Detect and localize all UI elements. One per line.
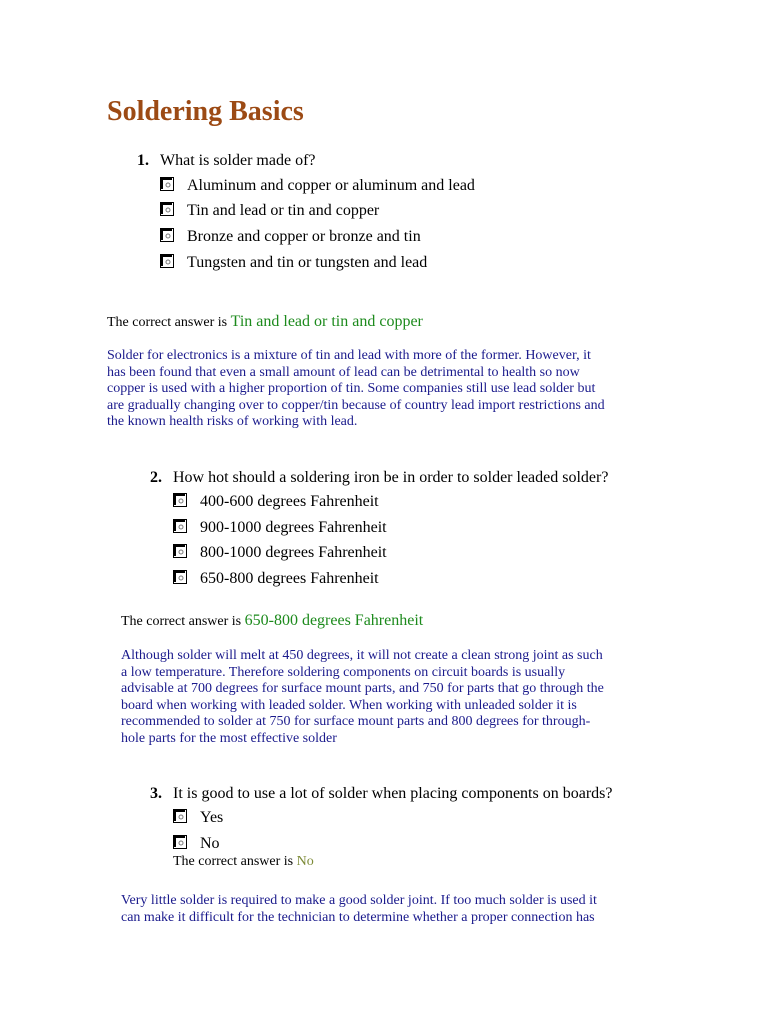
explanation-line: board when working with leaded solder. When working with unleaded solder it is xyxy=(121,697,577,713)
option-label: 800-1000 degrees Fahrenheit xyxy=(200,544,387,561)
radio-button-icon[interactable] xyxy=(173,493,187,507)
question-1 xyxy=(137,151,316,171)
explanation-line: are gradually changing over to copper/tin because of country lead import restrictions and xyxy=(107,397,605,413)
explanation-line: copper is used with a higher proportion of tin. Some companies still use lead solder but xyxy=(107,381,596,396)
explanation-line: Solder for electronics is a mixture of tin and lead with more of the former. However, it xyxy=(107,348,591,363)
option-label: 900-1000 degrees Fahrenheit xyxy=(200,519,387,536)
option-label: 400-600 degrees Fahrenheit xyxy=(200,493,379,510)
page-title: Soldering Basics xyxy=(107,96,304,127)
radio-button-icon[interactable] xyxy=(173,809,187,823)
correct-answer-2 xyxy=(121,611,423,632)
radio-button-icon[interactable] xyxy=(160,254,174,268)
radio-button-icon[interactable] xyxy=(160,177,174,191)
option-label: Tin and lead or tin and copper xyxy=(187,202,380,219)
answer-value: No xyxy=(296,854,314,869)
option-label: Bronze and copper or bronze and tin xyxy=(187,228,421,245)
answer-prefix: The correct answer is xyxy=(107,315,228,330)
radio-button-icon[interactable] xyxy=(173,570,187,584)
explanation-line: Very little solder is required to make a good solder joint. If too much solder is used it xyxy=(121,893,597,908)
question-text: What is solder made of? xyxy=(160,152,316,169)
explanation-line: a low temperature. Therefore soldering components on circuit boards is usually xyxy=(121,664,566,680)
radio-button-icon[interactable] xyxy=(160,202,174,216)
explanation-3 xyxy=(121,893,597,926)
answer-prefix: The correct answer is xyxy=(173,854,294,869)
correct-answer-1 xyxy=(107,312,423,333)
answer-value: 650-800 degrees Fahrenheit xyxy=(244,612,424,629)
explanation-line: hole parts for the most effective solder xyxy=(121,730,337,746)
question-number: 3. xyxy=(150,785,162,802)
question-2 xyxy=(150,468,608,488)
question-number: 2. xyxy=(150,469,162,486)
explanation-line: recommended to solder at 750 for surface mount parts and 800 degrees for through- xyxy=(121,714,591,729)
correct-answer-3 xyxy=(173,852,314,872)
option-label: Tungsten and tin or tungsten and lead xyxy=(187,254,428,271)
option-label: 650-800 degrees Fahrenheit xyxy=(200,570,379,587)
question-text: It is good to use a lot of solder when placing components on boards? xyxy=(173,785,613,802)
explanation-line: has been found that even a small amount of lead can be detrimental to health so now xyxy=(107,364,580,380)
explanation-line: Although solder will melt at 450 degrees, it will not create a clean strong joint as such xyxy=(121,648,603,663)
question-text: How hot should a soldering iron be in order to solder leaded solder? xyxy=(173,469,609,486)
radio-button-icon[interactable] xyxy=(160,228,174,242)
radio-button-icon[interactable] xyxy=(173,544,187,558)
answer-prefix: The correct answer is xyxy=(121,614,242,629)
explanation-1 xyxy=(107,348,605,431)
radio-button-icon[interactable] xyxy=(173,835,187,849)
answer-value: Tin and lead or tin and copper xyxy=(230,313,423,330)
option-label: Aluminum and copper or aluminum and lead xyxy=(187,177,475,194)
radio-button-icon[interactable] xyxy=(173,519,187,533)
explanation-line: advisable at 700 degrees for surface mount parts, and 750 for parts that go through the xyxy=(121,681,604,696)
question-number: 1. xyxy=(137,152,149,169)
question-3 xyxy=(150,784,612,804)
explanation-line: can make it difficult for the technician to determine whether a proper connection has xyxy=(121,909,595,925)
explanation-line: the known health risks of working with lead. xyxy=(107,414,358,429)
option-label: Yes xyxy=(200,809,224,826)
explanation-2 xyxy=(121,648,604,747)
option-label: No xyxy=(200,835,220,852)
